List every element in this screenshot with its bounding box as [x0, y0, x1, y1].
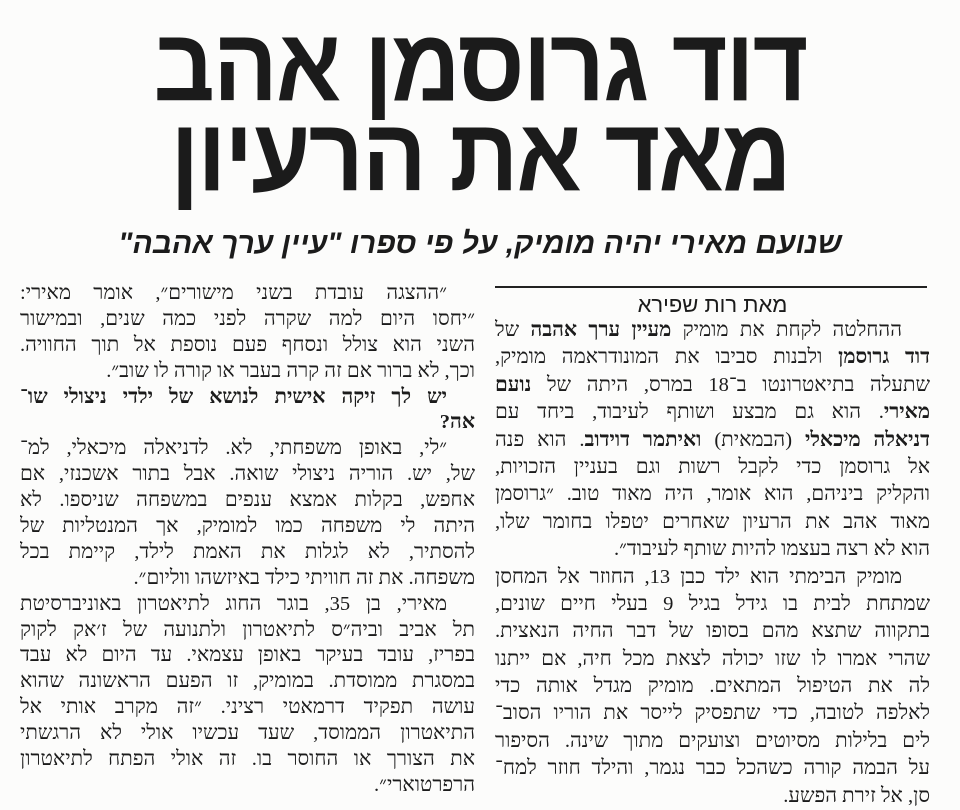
text-line — [495, 755, 930, 782]
text-line — [20, 281, 475, 307]
text-line — [20, 721, 475, 747]
text-line — [20, 773, 475, 799]
headline-line-1: דוד גרוסמן אהב — [153, 7, 807, 124]
text-line — [495, 509, 930, 536]
text: ולבנות סביבו את המונודראמה מומיק, — [495, 346, 839, 369]
text-line — [20, 488, 475, 514]
bold-text: מעיין ערך אהבה — [530, 319, 672, 341]
text: על הבמה קורה כשהכל כבר נגמר, והילד חוזר למח־ — [495, 757, 930, 780]
text-line — [20, 540, 475, 566]
text-line — [495, 700, 930, 727]
text-line — [20, 643, 475, 669]
text: וכך, לא ברור אם זה קרה בעבר או קורה לו שוב״. — [106, 359, 475, 382]
text: היתה לי משפחה כמו למומיק, אך המנטליות של — [20, 515, 475, 538]
bold-text: דוד גרוסמן — [838, 346, 930, 369]
text: בתקווה שתצא מהם בסופו של דבר החיה הנאצית. — [495, 620, 930, 643]
text: שתעלה בתיאטרונטו ב־18 במרס, היתה של — [531, 373, 930, 396]
bold-text: יש לך זיקה אישית לנושא של ילדי ניצולי שו־ — [20, 385, 447, 408]
text-line — [495, 673, 930, 700]
text: ההחלטה לקחת את מומיק — [671, 319, 902, 341]
text: במסגרת ממוסדת. במומיק, זו הפעם הראשונה שהוא — [20, 670, 475, 693]
text: סן, אל זירת הפשע. — [783, 784, 930, 807]
text-line — [20, 695, 475, 721]
text: ״ההצגה עובדת בשני מישורים״, אומר מאירי: — [20, 282, 447, 304]
text-line — [20, 410, 475, 436]
text-line — [495, 783, 930, 810]
text: של — [495, 319, 531, 341]
text-line — [495, 646, 930, 673]
text-line — [495, 399, 930, 426]
text-line — [495, 564, 930, 591]
text-line — [20, 436, 475, 462]
text: (הבמאית) — [701, 428, 805, 451]
text-line — [20, 462, 475, 488]
text-line — [495, 618, 930, 645]
text: הרפרטוארי״. — [374, 773, 475, 796]
text: ״לי, באופן משפחתי, לא. לדניאלה מיכאלי, למ־ — [20, 437, 447, 460]
text: ״יחסו היום למה שקרה לפני כמה שנים, ובמישור — [20, 307, 475, 330]
text: השני הוא צולל ונסחף פעם נוספת אל תוך החוויה. — [20, 333, 475, 356]
text: והקליק ביניהם, הוא אומר, היה מאוד טוב. ״גרוסמן — [495, 483, 930, 506]
text-line — [495, 454, 930, 481]
bold-text: אה? — [439, 411, 475, 434]
text: מאוד אהב את הרעיון שאחרים יטפלו בחומר שלו, — [495, 510, 930, 533]
text: . הוא גם מבצע ושותף לעיבוד, ביחד עם — [495, 401, 884, 424]
text: עושה תפקיד דרמאטי רציני. ״זה מקרב אותי אל — [20, 696, 475, 719]
text-line — [20, 333, 475, 359]
text-line — [20, 669, 475, 695]
text-line — [20, 747, 475, 773]
text-line — [20, 385, 475, 411]
text: הוא לא רצה בעצמו להיות שותף לעיבוד״. — [613, 538, 930, 561]
text-line — [20, 307, 475, 333]
text: את הצורך או החוסר בו. זה אולי הפתח לתיאטרון — [20, 748, 475, 771]
article-column-right — [495, 317, 930, 810]
text-line — [495, 344, 930, 371]
text: תל אביב וביה״ס לתיאטרון ולתנועה של ז׳אק לקוק — [20, 618, 475, 641]
text: שהרי אמרו לו שזו יכולה לצאת מכל חיה, אם ייתנו — [495, 647, 930, 670]
text: של, יש. הוריה ניצולי שואה. אבל בתור אשכנזי, אם — [20, 463, 475, 486]
text-line — [20, 618, 475, 644]
text: אל גרוסמן כדי לקבל רשות וגם בעניין הזכויות, — [495, 455, 930, 478]
text-line — [495, 427, 930, 454]
text: התיאטרון הממוסד, שעד עכשיו אולי לא הרגשתי — [20, 722, 475, 745]
text: לים בלילות מסיוטים וצועקים מתוך שינה. הסיפור — [495, 729, 930, 752]
text: אחפש, בקלות אמצא ענפים במשפחה שניספו. לא — [20, 489, 475, 512]
text: לאלפה לטובה, כדי שתפסיק לייסר את הוריו הסוב־ — [495, 702, 930, 725]
text-line — [495, 536, 930, 563]
text-line — [495, 728, 930, 755]
text: שמתחת לבית בו גידל בגיל 9 בעלי חיים שונים, — [495, 592, 930, 615]
text: מאירי, בן 35, בוגר החוג לתיאטרון באוניברסיטת — [20, 592, 447, 615]
bold-text: דניאלה מיכאלי — [804, 428, 930, 451]
text-line — [20, 566, 475, 592]
text-line — [495, 317, 930, 344]
text: בפריז, עובד בעיקר באופן עצמאי. עד היום לא עבד — [20, 644, 475, 667]
text-line — [495, 481, 930, 508]
text-line — [20, 592, 475, 618]
text-line — [20, 514, 475, 540]
text: לה את הטיפול המתאים. מומיק מגדל אותה כדי — [495, 675, 930, 698]
bold-text: מאירי — [883, 401, 930, 424]
bold-text: ואיתמר דוידוב — [584, 428, 702, 451]
text-line — [495, 372, 930, 399]
subtitle: שנועם מאירי יהיה מומיק, על פי ספרו "עיין ערך אהבה" — [118, 227, 842, 260]
text: . הוא פנה — [495, 428, 585, 451]
text: מומיק הבימתי הוא ילד כבן 13, החוזר אל המחסן — [495, 565, 902, 588]
text-line — [20, 359, 475, 385]
article-column-left — [20, 281, 475, 799]
byline-divider — [495, 286, 927, 288]
text: משפחה. את זה חוויתי כילד באיזשהו ווליום״. — [133, 566, 475, 589]
text-line — [495, 591, 930, 618]
headline-line-2: מאד את הרעיון — [170, 97, 790, 214]
bold-text: נועם — [495, 373, 532, 396]
text: להסתיר, לא לגלות את האמת לילד, קיימת בכל — [20, 540, 475, 563]
byline: מאת רות שפירא — [637, 292, 788, 317]
